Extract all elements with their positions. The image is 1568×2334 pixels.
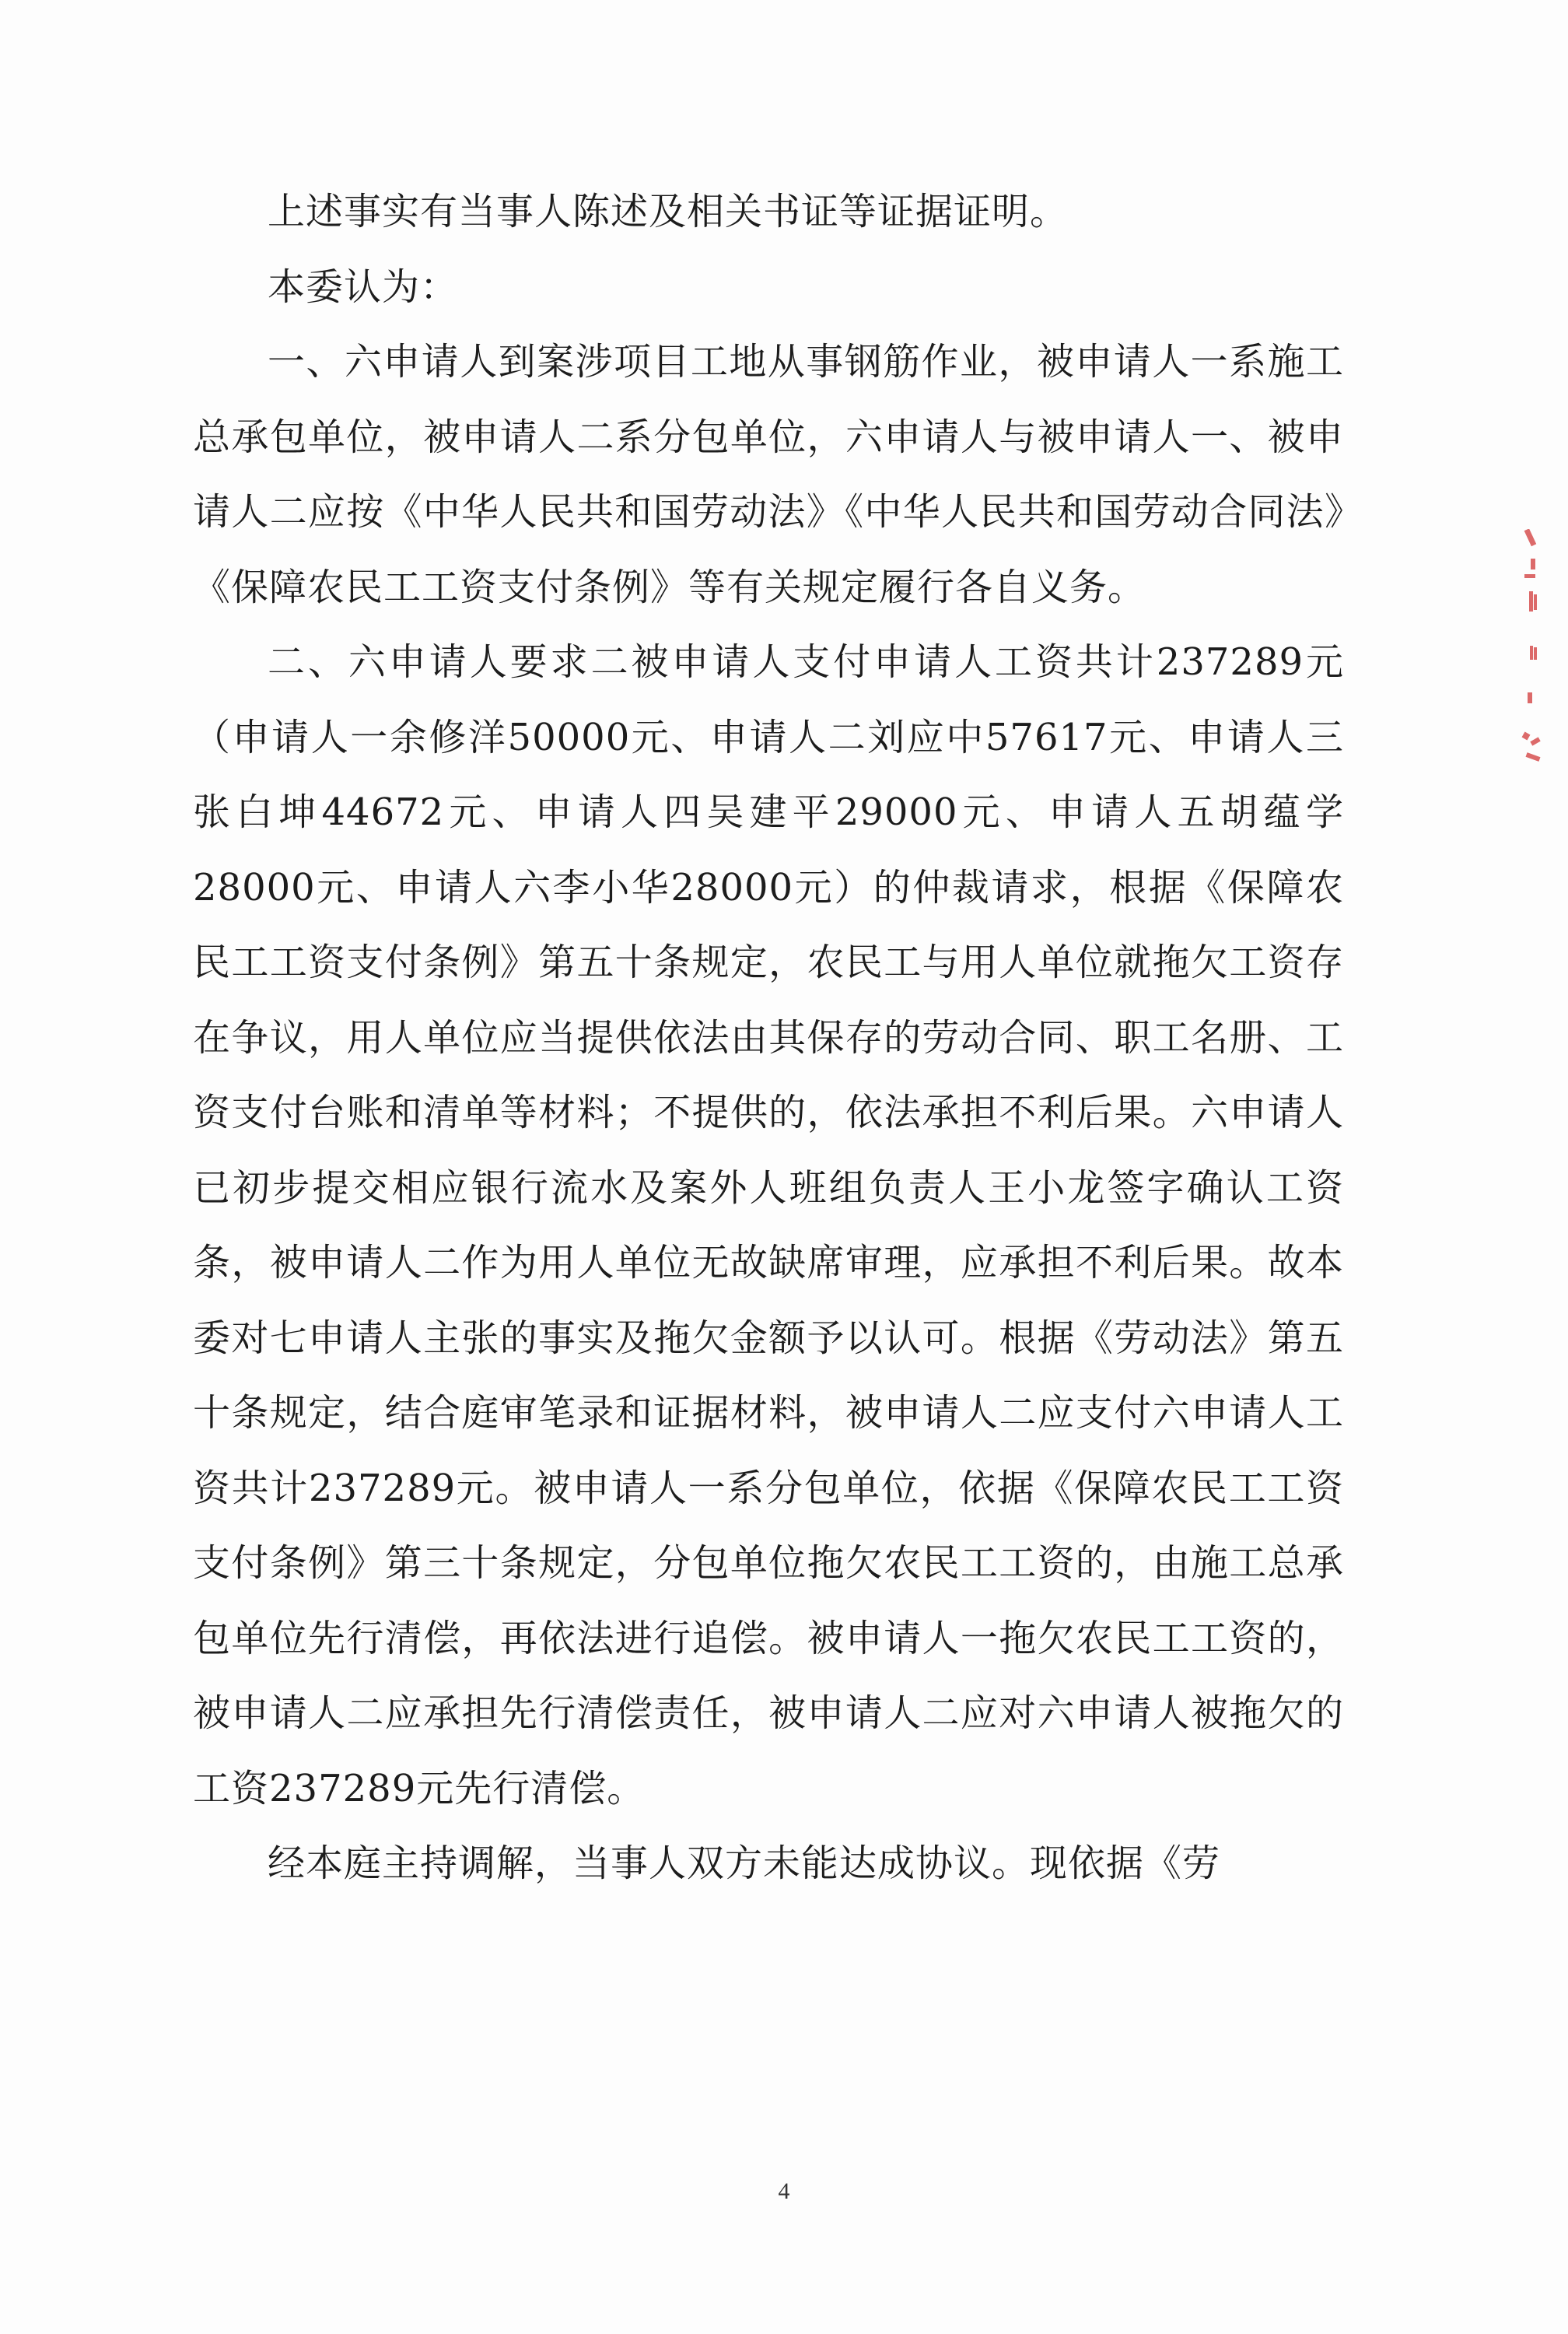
seal-mark	[1524, 529, 1537, 546]
paragraph-mediation: 经本庭主持调解，当事人双方未能达成协议。现依据《劳	[268, 1842, 1221, 1885]
page-number: 4	[778, 2178, 790, 2204]
seal-mark	[1534, 647, 1537, 660]
body-text	[193, 174, 1344, 1901]
seal-mark	[1528, 692, 1532, 703]
seal-mark	[1522, 732, 1531, 741]
paragraph-committee-opinion-heading: 本委认为：	[268, 265, 459, 309]
seal-mark	[1531, 559, 1535, 569]
paragraph-opinion-point-two: 二、六申请人要求二被申请人支付申请人工资共计237289元（申请人一余修洋50000元、申请人二刘应中57617元、申请人三张白坤44672元、申请人四吴建平29000元、申请人五胡蕴学28000元、申请人六李小华28000元）的仲裁请求，根据《保障农民工工资支付条例》第五十条规定，农民工与用人单位就拖欠工资存在争议，用人单位应当提供依法由其保存的劳动合同、职工名册、工资支付台账和清单等材料；不提供的，依法承担不利后果。六申请人已初步提交相应银行流水及案外人班组负责人王小龙签字确认工资条，被申请人二作为用人单位无故缺席审理，应承担不利后果。故本委对七申请人主张的事实及拖欠金额予以认可。根据《劳动法》第五十条规定，结合庭审笔录和证据材料，被申请人二应支付六申请人工资共计237289元。被申请人一系分包单位，依据《保障农民工工资支付条例》第三十条规定，分包单位拖欠农民工工资的，由施工总承包单位先行清偿，再依法进行追偿。被申请人一拖欠农民工工资的，被申请人二应承担先行清偿责任，被申请人二应对六申请人被拖欠的工资237289元先行清偿。	[193, 640, 1344, 1810]
paragraph-facts-evidence: 上述事实有当事人陈述及相关书证等证据证明。	[268, 190, 1069, 233]
seal-mark	[1526, 752, 1541, 762]
seal-mark	[1530, 737, 1540, 745]
paragraph-opinion-point-one: 一、六申请人到案涉项目工地从事钢筋作业，被申请人一系施工总承包单位，被申请人二系分包单位，六申请人与被申请人一、被申请人二应按《中华人民共和国劳动法》《中华人民共和国劳动合同法》《保障农民工工资支付条例》等有关规定履行各自义务。	[193, 340, 1344, 609]
seal-mark	[1529, 591, 1533, 612]
seal-mark	[1534, 594, 1537, 610]
side-seal-stamp	[1517, 529, 1548, 786]
seal-mark	[1524, 574, 1535, 578]
seal-mark	[1530, 646, 1533, 660]
